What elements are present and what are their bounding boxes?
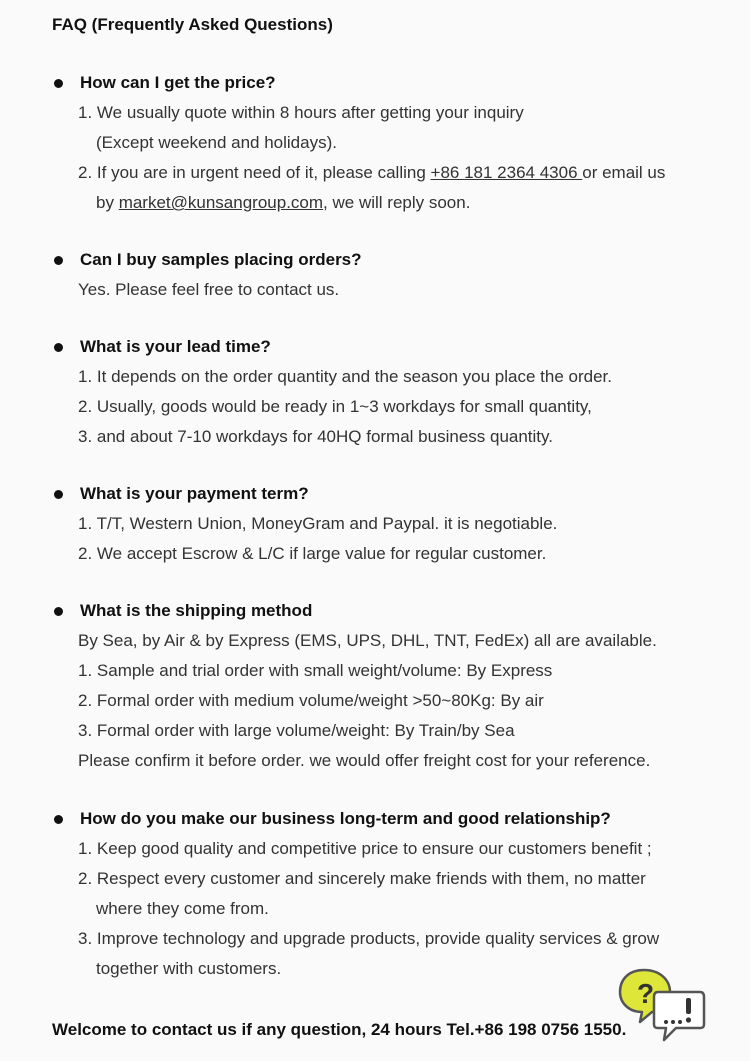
bullet-icon xyxy=(54,343,63,352)
question-text: What is the shipping method xyxy=(80,601,313,620)
answer-line: together with customers. xyxy=(96,959,282,978)
question-lead-time xyxy=(52,337,271,357)
page-title: FAQ (Frequently Asked Questions) xyxy=(52,15,333,34)
answer-text: 2. If you are in urgent need of it, please calling xyxy=(78,163,431,182)
question-shipping xyxy=(52,601,312,621)
question-relationship xyxy=(52,809,611,829)
faq-speech-bubbles-icon xyxy=(618,966,706,1044)
answer-line: 1. We usually quote within 8 hours after getting your inquiry xyxy=(78,103,524,122)
question-payment xyxy=(52,484,309,504)
question-text: What is your lead time? xyxy=(80,337,271,356)
question-text: What is your payment term? xyxy=(80,484,309,503)
answer-line: Please confirm it before order. we would offer freight cost for your reference. xyxy=(78,751,651,770)
bullet-icon xyxy=(54,815,63,824)
question-samples xyxy=(52,250,362,270)
answer-line-email xyxy=(96,193,470,213)
answer-line: where they come from. xyxy=(96,899,269,918)
question-price xyxy=(52,73,276,93)
bullet-icon xyxy=(54,490,63,499)
answer-line: 1. Keep good quality and competitive price to ensure our customers benefit ; xyxy=(78,839,652,858)
email-link[interactable]: market@kunsangroup.com xyxy=(118,193,324,212)
answer-line: Yes. Please feel free to contact us. xyxy=(78,280,340,299)
question-text: Can I buy samples placing orders? xyxy=(80,250,362,269)
answer-line: 1. It depends on the order quantity and the season you place the order. xyxy=(78,367,612,386)
question-text: How can I get the price? xyxy=(80,73,276,92)
answer-text: by xyxy=(96,193,119,212)
answer-text: or email us xyxy=(582,163,666,182)
answer-line: 2. Usually, goods would be ready in 1~3 workdays for small quantity, xyxy=(78,397,592,416)
bullet-icon xyxy=(54,256,63,265)
answer-line: 3. Improve technology and upgrade products, provide quality services & grow xyxy=(78,929,660,948)
answer-line: 3. Formal order with large volume/weight: By Train/by Sea xyxy=(78,721,515,740)
answer-line: 1. T/T, Western Union, MoneyGram and Paypal. it is negotiable. xyxy=(78,514,558,533)
footer-contact: Welcome to contact us if any question, 24 hours Tel.+86 198 0756 1550. xyxy=(52,1020,627,1039)
question-text: How do you make our business long-term and good relationship? xyxy=(80,809,611,828)
answer-line: By Sea, by Air & by Express (EMS, UPS, DHL, TNT, FedEx) all are available. xyxy=(78,631,657,650)
bullet-icon xyxy=(54,79,63,88)
bullet-icon xyxy=(54,607,63,616)
svg-text:?: ? xyxy=(637,978,655,1009)
answer-line: 3. and about 7-10 workdays for 40HQ formal business quantity. xyxy=(78,427,553,446)
answer-line: (Except weekend and holidays). xyxy=(96,133,337,152)
answer-text: , we will reply soon. xyxy=(323,193,471,212)
answer-line: 2. Respect every customer and sincerely make friends with them, no matter xyxy=(78,869,646,888)
answer-line-contact xyxy=(78,163,665,183)
phone-link[interactable]: +86 181 2364 4306 xyxy=(430,163,583,182)
answer-line: 2. We accept Escrow & L/C if large value for regular customer. xyxy=(78,544,547,563)
answer-line: 2. Formal order with medium volume/weight >50~80Kg: By air xyxy=(78,691,544,710)
answer-line: 1. Sample and trial order with small weight/volume: By Express xyxy=(78,661,553,680)
